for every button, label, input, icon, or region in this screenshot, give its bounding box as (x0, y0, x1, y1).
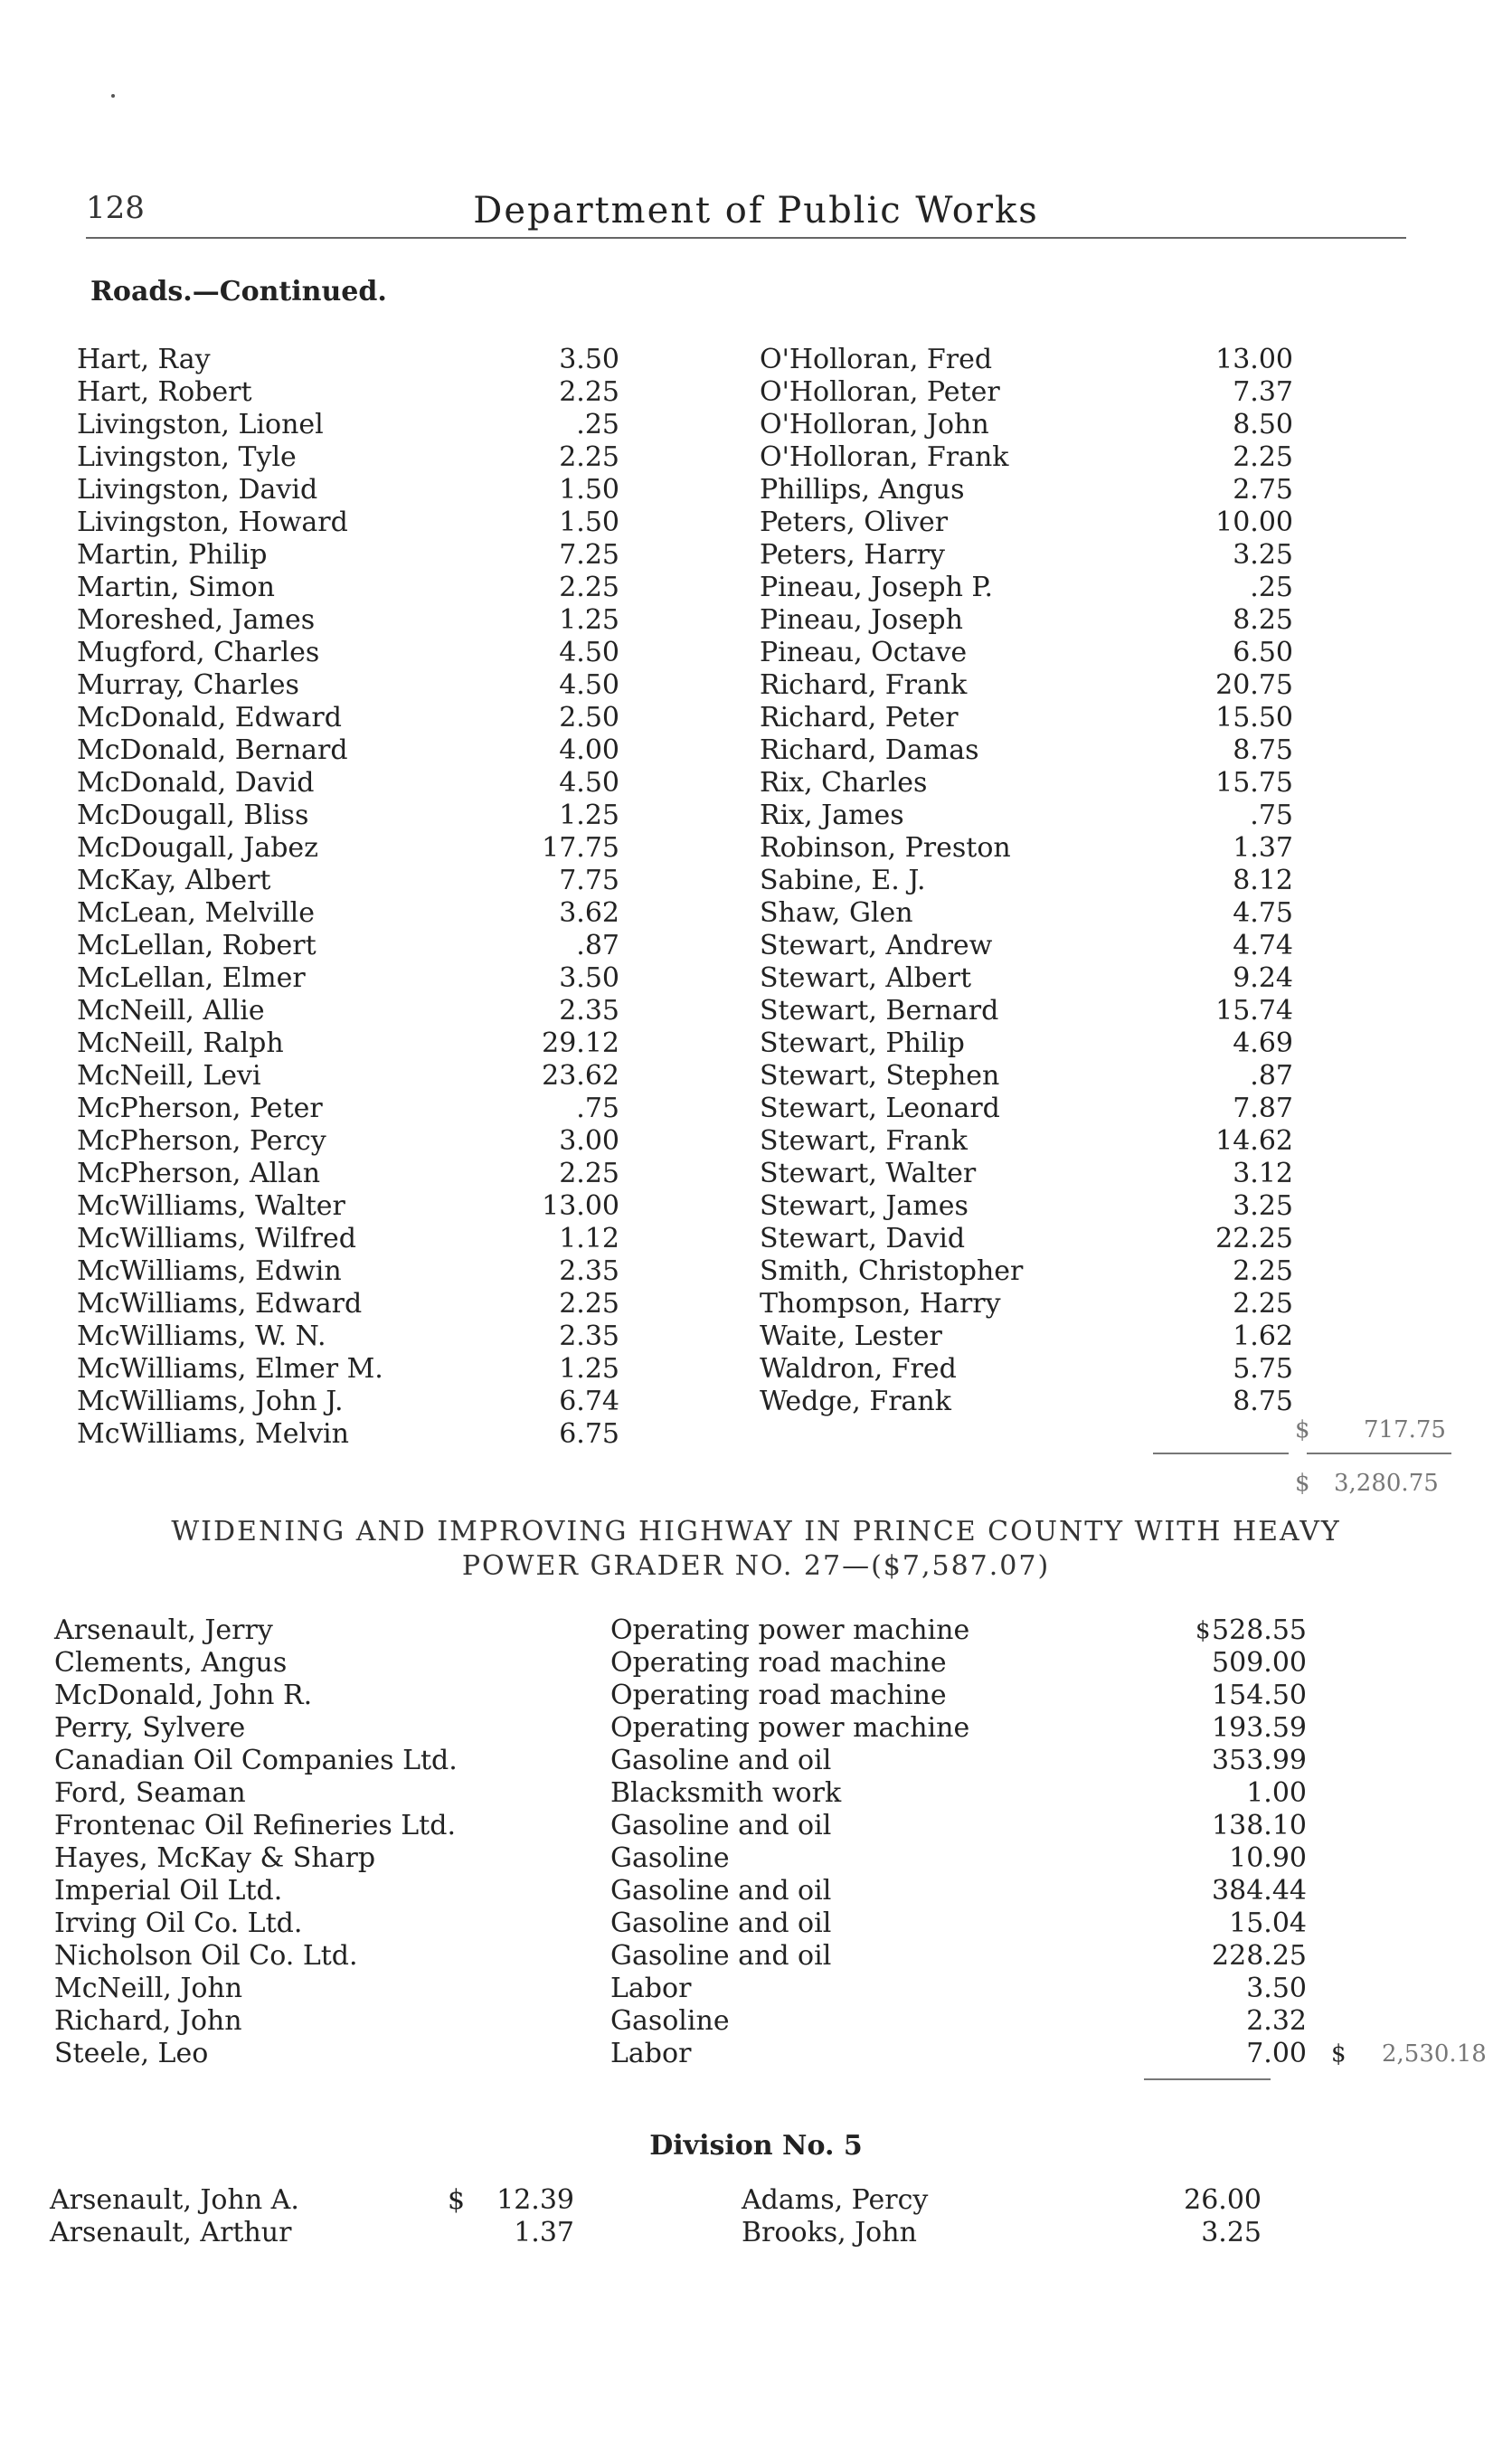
division-title: Division No. 5 (649, 2130, 863, 2162)
list-item (760, 1288, 1293, 1320)
list-item (760, 344, 1293, 376)
amount: 7.25 (559, 539, 619, 571)
amount: 8.75 (1233, 734, 1293, 766)
list-item (760, 1093, 1293, 1125)
amount: 384.44 (1212, 1875, 1307, 1907)
list-item (77, 604, 619, 637)
amount: 7.75 (559, 865, 619, 896)
payee-name: Perry, Sylvere (54, 1712, 246, 1744)
amount: 13.00 (1215, 344, 1293, 375)
amount: 1.37 (514, 2217, 574, 2248)
amount: 10.00 (1215, 506, 1293, 538)
amount: .87 (1250, 1060, 1293, 1092)
amount: 1.50 (559, 506, 619, 538)
currency-sign: $ (1195, 1617, 1211, 1644)
payee-name: Stewart, Bernard (760, 995, 999, 1027)
payee-name: Mugford, Charles (77, 637, 320, 668)
payee-name: Martin, Simon (77, 572, 275, 603)
list-item (760, 376, 1293, 409)
list-item (760, 637, 1293, 669)
amount: 154.50 (1212, 1680, 1307, 1711)
list-item (77, 1255, 619, 1288)
amount: 9.24 (1233, 962, 1293, 994)
amount: 2.25 (1233, 441, 1293, 473)
payee-name: Richard, Damas (760, 734, 979, 766)
payee-name: McDonald, Edward (77, 702, 342, 734)
amount: 4.69 (1233, 1027, 1293, 1059)
payee-name: Nicholson Oil Co. Ltd. (54, 1940, 358, 1972)
table-row (54, 1875, 1447, 1907)
list-item (77, 1158, 619, 1190)
amount: 193.59 (1212, 1712, 1307, 1744)
payee-name: Stewart, David (760, 1223, 966, 1254)
list-item (77, 1060, 619, 1093)
amount: 7.37 (1233, 376, 1293, 408)
payee-name: Livingston, Tyle (77, 441, 297, 473)
payee-name: Richard, John (54, 2005, 242, 2037)
table-row (54, 2005, 1447, 2038)
amount: 15.04 (1229, 1907, 1307, 1939)
amount: 1.25 (559, 604, 619, 636)
payee-name: Arsenault, Jerry (54, 1614, 273, 1646)
payee-name: McWilliams, W. N. (77, 1320, 326, 1352)
list-item (760, 604, 1293, 637)
work-description: Operating road machine (610, 1647, 947, 1679)
amount: 20.75 (1215, 669, 1293, 701)
amount: 4.50 (559, 669, 619, 701)
payee-name: McWilliams, Edward (77, 1288, 363, 1320)
amount: 2.25 (1233, 1288, 1293, 1320)
payee-name: McDonald, David (77, 767, 315, 799)
payee-name: Arsenault, John A. (50, 2184, 299, 2216)
payee-name: Clements, Angus (54, 1647, 288, 1679)
list-item (77, 539, 619, 572)
amount: 17.75 (542, 832, 619, 864)
division-right-column (742, 2184, 1262, 2249)
payee-name: Hart, Robert (77, 376, 252, 408)
list-item (760, 1255, 1293, 1288)
amount: 138.10 (1212, 1810, 1307, 1841)
amount: 353.99 (1212, 1745, 1307, 1776)
amount: 2.25 (559, 1158, 619, 1189)
table-row (54, 1745, 1447, 1777)
list-item (77, 962, 619, 995)
amount: 15.50 (1215, 702, 1293, 734)
currency-sign: $ (448, 2184, 466, 2216)
list-item (760, 897, 1293, 930)
payee-name: Pineau, Octave (760, 637, 968, 668)
amount: 2.75 (1233, 474, 1293, 506)
payee-name: Thompson, Harry (760, 1288, 1001, 1320)
table-row (54, 1940, 1447, 1973)
payee-name: Shaw, Glen (760, 897, 913, 929)
list-item (77, 734, 619, 767)
amount: 2.35 (559, 1255, 619, 1287)
amount: 1.25 (559, 800, 619, 831)
list-item (760, 1125, 1293, 1158)
payee-name: Stewart, Leonard (760, 1093, 1000, 1124)
payee-name: Arsenault, Arthur (50, 2217, 292, 2248)
amount: 2.25 (559, 441, 619, 473)
work-description: Gasoline and oil (610, 1810, 832, 1841)
amount: 228.25 (1212, 1940, 1307, 1972)
payee-name: McWilliams, Elmer M. (77, 1353, 383, 1385)
list-item (77, 1386, 619, 1418)
table-row (54, 1810, 1447, 1842)
list-item (742, 2217, 1262, 2249)
table-row (54, 1614, 1447, 1647)
payee-name: O'Holloran, John (760, 409, 989, 440)
amount: 29.12 (542, 1027, 619, 1059)
work-description: Gasoline (610, 2005, 730, 2037)
list-item (760, 572, 1293, 604)
amount: 26.00 (1184, 2184, 1262, 2216)
work-description: Blacksmith work (610, 1777, 842, 1809)
payee-name: McWilliams, Walter (77, 1190, 345, 1222)
payee-name: O'Holloran, Frank (760, 441, 1009, 473)
list-item (77, 897, 619, 930)
payee-name: Martin, Philip (77, 539, 268, 571)
payee-name: Brooks, John (742, 2217, 917, 2248)
subtotal-rule-right (1307, 1453, 1451, 1454)
payee-name: O'Holloran, Peter (760, 376, 1000, 408)
payee-name: Hayes, McKay & Sharp (54, 1842, 376, 1874)
list-item (77, 376, 619, 409)
list-item (77, 1418, 619, 1451)
payee-name: Livingston, David (77, 474, 318, 506)
payee-name: Irving Oil Co. Ltd. (54, 1907, 303, 1939)
list-item (760, 409, 1293, 441)
list-item (77, 1353, 619, 1386)
payee-name: McPherson, Percy (77, 1125, 326, 1157)
work-description: Operating power machine (610, 1712, 970, 1744)
widening-total-rule (1144, 2078, 1271, 2080)
amount: 8.50 (1233, 409, 1293, 440)
list-item (760, 539, 1293, 572)
amount: 2.25 (1233, 1255, 1293, 1287)
payee-name: Hart, Ray (77, 344, 211, 375)
roads-right-column (760, 344, 1293, 1418)
payee-name: McLean, Melville (77, 897, 316, 929)
list-item (77, 441, 619, 474)
list-item (77, 669, 619, 702)
list-item (77, 1093, 619, 1125)
amount: .25 (1250, 572, 1293, 603)
list-item (77, 637, 619, 669)
payee-name: Wedge, Frank (760, 1386, 951, 1417)
amount: 1.62 (1233, 1320, 1293, 1352)
page-number: 128 (86, 190, 145, 226)
amount: 4.50 (559, 767, 619, 799)
subtotal-rule (1153, 1453, 1289, 1454)
payee-name: Adams, Percy (742, 2184, 929, 2216)
payee-name: Sabine, E. J. (760, 865, 926, 896)
work-description: Labor (610, 2038, 692, 2069)
widening-expense-table (54, 1614, 1487, 2070)
payee-name: Canadian Oil Companies Ltd. (54, 1745, 458, 1776)
amount: 3.50 (559, 962, 619, 994)
list-item (760, 1353, 1293, 1386)
table-row (54, 1907, 1447, 1940)
work-description: Operating power machine (610, 1614, 970, 1646)
payee-name: Stewart, Stephen (760, 1060, 1000, 1092)
amount: 3.25 (1201, 2217, 1262, 2248)
amount: 1.00 (1246, 1777, 1307, 1809)
list-item (77, 995, 619, 1027)
list-item (50, 2184, 574, 2217)
payee-name: McDougall, Bliss (77, 800, 309, 831)
list-item (77, 1190, 619, 1223)
division-left-column (50, 2184, 574, 2249)
list-item (760, 1223, 1293, 1255)
payee-name: Livingston, Lionel (77, 409, 324, 440)
amount: 4.50 (559, 637, 619, 668)
amount: 15.75 (1215, 767, 1293, 799)
list-item (760, 767, 1293, 800)
list-item (742, 2184, 1262, 2217)
payee-name: Steele, Leo (54, 2038, 209, 2069)
list-item (760, 865, 1293, 897)
subtotal-amount: 717.75 (1364, 1416, 1446, 1443)
payee-name: Peters, Oliver (760, 506, 949, 538)
list-item (760, 995, 1293, 1027)
payee-name: Stewart, Albert (760, 962, 972, 994)
list-item (760, 702, 1293, 734)
list-item (77, 702, 619, 734)
amount: 12.39 (496, 2184, 574, 2216)
payee-name: Murray, Charles (77, 669, 299, 701)
amount: 3.00 (559, 1125, 619, 1157)
roads-left-column (77, 344, 619, 1451)
amount: .75 (576, 1093, 619, 1124)
list-item (760, 474, 1293, 506)
list-item (77, 800, 619, 832)
table-row (54, 1647, 1447, 1680)
amount: 3.50 (559, 344, 619, 375)
payee-name: McNeill, Levi (77, 1060, 261, 1092)
payee-name: Robinson, Preston (760, 832, 1011, 864)
list-item (77, 1223, 619, 1255)
grand-total-amount: 3,280.75 (1334, 1470, 1439, 1497)
list-item (77, 1288, 619, 1320)
amount: 3.12 (1233, 1158, 1293, 1189)
payee-name: Ford, Seaman (54, 1777, 246, 1809)
list-item (77, 832, 619, 865)
payee-name: Waite, Lester (760, 1320, 942, 1352)
amount: 10.90 (1229, 1842, 1307, 1874)
payee-name: Waldron, Fred (760, 1353, 957, 1385)
work-description: Labor (610, 1973, 692, 2004)
list-item (77, 506, 619, 539)
table-row (54, 1973, 1447, 2005)
payee-name: Moreshed, James (77, 604, 316, 636)
table-row (54, 1842, 1447, 1875)
list-item (760, 669, 1293, 702)
payee-name: Richard, Peter (760, 702, 959, 734)
payee-name: McNeill, Allie (77, 995, 265, 1027)
payee-name: Smith, Christopher (760, 1255, 1024, 1287)
list-item (760, 1320, 1293, 1353)
list-item (760, 1060, 1293, 1093)
work-description: Gasoline and oil (610, 1940, 832, 1972)
amount: 5.75 (1233, 1353, 1293, 1385)
amount: 15.74 (1215, 995, 1293, 1027)
running-title: Department of Public Works (473, 190, 1039, 232)
amount: .25 (576, 409, 619, 440)
payee-name: Richard, Frank (760, 669, 968, 701)
table-row (54, 1777, 1447, 1810)
section-title: Roads.—Continued. (90, 276, 387, 308)
amount: .75 (1250, 800, 1293, 831)
list-item (760, 1190, 1293, 1223)
payee-name: Imperial Oil Ltd. (54, 1875, 283, 1907)
list-item (77, 767, 619, 800)
amount: 7.00 (1246, 2038, 1307, 2069)
list-item (77, 1125, 619, 1158)
amount: 8.75 (1233, 1386, 1293, 1417)
payee-name: McWilliams, John J. (77, 1386, 344, 1417)
amount: 2.25 (559, 1288, 619, 1320)
amount: 14.62 (1215, 1125, 1293, 1157)
payee-name: Pineau, Joseph P. (760, 572, 994, 603)
amount: 2.25 (559, 376, 619, 408)
list-item (760, 506, 1293, 539)
table-row (54, 2038, 1487, 2070)
payee-name: McKay, Albert (77, 865, 271, 896)
list-item (77, 409, 619, 441)
amount: 528.55 (1212, 1614, 1307, 1646)
amount: 8.25 (1233, 604, 1293, 636)
list-item (77, 572, 619, 604)
list-item (760, 1386, 1293, 1418)
amount: 4.00 (559, 734, 619, 766)
payee-name: Frontenac Oil Refineries Ltd. (54, 1810, 456, 1841)
amount: 13.00 (542, 1190, 619, 1222)
amount: 1.12 (559, 1223, 619, 1254)
amount: 3.25 (1233, 1190, 1293, 1222)
payee-name: Livingston, Howard (77, 506, 348, 538)
work-description: Operating road machine (610, 1680, 947, 1711)
print-speck (111, 94, 115, 98)
payee-name: Phillips, Angus (760, 474, 965, 506)
payee-name: McWilliams, Wilfred (77, 1223, 356, 1254)
payee-name: Rix, James (760, 800, 904, 831)
payee-name: Stewart, Andrew (760, 930, 993, 961)
amount: 6.74 (559, 1386, 619, 1417)
payee-name: McLellan, Elmer (77, 962, 306, 994)
list-item (760, 962, 1293, 995)
amount: 2.35 (559, 1320, 619, 1352)
subtotal-currency: $ (1295, 1416, 1310, 1443)
amount: 509.00 (1212, 1647, 1307, 1679)
list-item (760, 734, 1293, 767)
amount: 8.12 (1233, 865, 1293, 896)
payee-name: McDonald, Bernard (77, 734, 348, 766)
amount: 4.75 (1233, 897, 1293, 929)
list-item (77, 344, 619, 376)
list-item (77, 1320, 619, 1353)
list-item (760, 832, 1293, 865)
payee-name: Pineau, Joseph (760, 604, 963, 636)
work-description: Gasoline and oil (610, 1907, 832, 1939)
list-item (77, 865, 619, 897)
payee-name: Stewart, James (760, 1190, 969, 1222)
list-item (760, 441, 1293, 474)
widening-title-line2: POWER GRADER NO. 27—($7,587.07) (461, 1550, 1051, 1582)
list-item (77, 474, 619, 506)
amount: 2.35 (559, 995, 619, 1027)
payee-name: McPherson, Allan (77, 1158, 321, 1189)
payee-name: McNeill, John (54, 1973, 243, 2004)
table-row (54, 1680, 1447, 1712)
list-item (760, 800, 1293, 832)
amount: 7.87 (1233, 1093, 1293, 1124)
payee-name: McWilliams, Melvin (77, 1418, 349, 1450)
amount: 2.32 (1246, 2005, 1307, 2037)
list-item (77, 1027, 619, 1060)
amount: 2.25 (559, 572, 619, 603)
list-item (760, 1158, 1293, 1190)
amount: 2.50 (559, 702, 619, 734)
payee-name: McDonald, John R. (54, 1680, 313, 1711)
payee-name: Stewart, Philip (760, 1027, 965, 1059)
list-item (760, 930, 1293, 962)
amount: 1.37 (1233, 832, 1293, 864)
amount: 23.62 (542, 1060, 619, 1092)
total-currency: $ (1331, 2040, 1347, 2068)
amount: 4.74 (1233, 930, 1293, 961)
amount: 6.50 (1233, 637, 1293, 668)
payee-name: McWilliams, Edwin (77, 1255, 342, 1287)
payee-name: O'Holloran, Fred (760, 344, 993, 375)
amount: 1.50 (559, 474, 619, 506)
amount: 1.25 (559, 1353, 619, 1385)
widening-title-line1: WIDENING AND IMPROVING HIGHWAY IN PRINCE COUNTY WITH HEAVY (171, 1516, 1341, 1548)
widening-section-title (0, 1515, 1512, 1584)
header-rule (86, 237, 1406, 239)
amount: .87 (576, 930, 619, 961)
amount: 3.50 (1246, 1973, 1307, 2004)
amount: 3.25 (1233, 539, 1293, 571)
list-item (77, 930, 619, 962)
work-description: Gasoline and oil (610, 1875, 832, 1907)
list-item (760, 1027, 1293, 1060)
amount: 3.62 (559, 897, 619, 929)
payee-name: Rix, Charles (760, 767, 928, 799)
payee-name: McDougall, Jabez (77, 832, 318, 864)
section-total: 2,530.18 (1382, 2040, 1487, 2068)
work-description: Gasoline (610, 1842, 730, 1874)
table-row (54, 1712, 1447, 1745)
payee-name: McLellan, Robert (77, 930, 317, 961)
grand-total-currency: $ (1295, 1470, 1310, 1497)
payee-name: Peters, Harry (760, 539, 945, 571)
page-header (0, 190, 1512, 235)
amount: 6.75 (559, 1418, 619, 1450)
payee-name: Stewart, Walter (760, 1158, 977, 1189)
amount: 22.25 (1215, 1223, 1293, 1254)
payee-name: McNeill, Ralph (77, 1027, 284, 1059)
work-description: Gasoline and oil (610, 1745, 832, 1776)
payee-name: Stewart, Frank (760, 1125, 968, 1157)
list-item (50, 2217, 574, 2249)
payee-name: McPherson, Peter (77, 1093, 323, 1124)
